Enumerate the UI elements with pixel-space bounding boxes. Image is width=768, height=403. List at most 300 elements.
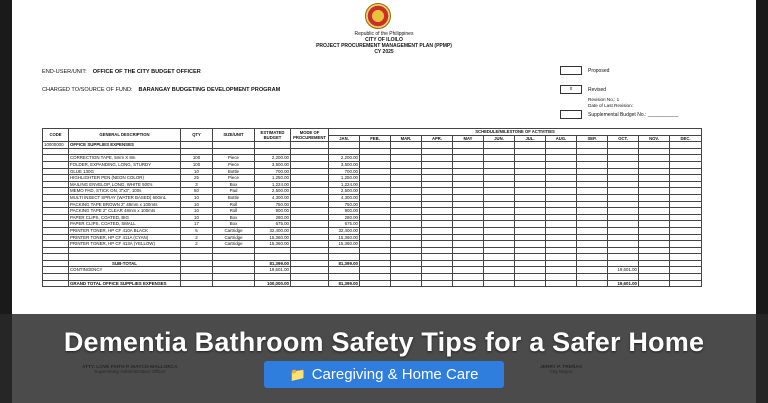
table-row bbox=[43, 234, 702, 241]
table-cell bbox=[670, 267, 702, 274]
col-description: GENERAL DESCRIPTION bbox=[69, 129, 181, 142]
table-cell bbox=[255, 148, 291, 155]
table-cell bbox=[546, 208, 577, 215]
table-cell bbox=[577, 142, 608, 149]
table-cell bbox=[577, 274, 608, 281]
table-cell bbox=[546, 168, 577, 175]
table-cell bbox=[577, 194, 608, 201]
table-cell bbox=[422, 260, 453, 267]
row-mode bbox=[291, 155, 329, 162]
row-description: PRINTER TONER, HP CF 410A BLACK bbox=[69, 227, 181, 234]
table-cell bbox=[484, 188, 515, 195]
row-jan: 32,400.00 bbox=[329, 227, 360, 234]
row-budget: 280.00 bbox=[255, 214, 291, 221]
table-cell bbox=[546, 214, 577, 221]
table-cell bbox=[360, 254, 391, 261]
table-cell bbox=[577, 208, 608, 215]
row-mode bbox=[291, 175, 329, 182]
table-cell bbox=[181, 267, 213, 274]
table-cell bbox=[484, 175, 515, 182]
row-budget: 700.00 bbox=[255, 168, 291, 175]
table-cell bbox=[291, 142, 329, 149]
table-cell bbox=[391, 214, 422, 221]
row-budget: 675.00 bbox=[255, 221, 291, 228]
section-title: OFFICE SUPPLIES EXPENSES bbox=[69, 142, 181, 149]
table-cell bbox=[515, 201, 546, 208]
subtotal-label: SUB-TOTAL bbox=[69, 260, 181, 267]
table-cell bbox=[546, 181, 577, 188]
table-cell bbox=[453, 221, 484, 228]
table-cell bbox=[608, 148, 639, 155]
table-cell bbox=[546, 274, 577, 281]
plan-year: CY 2025 bbox=[374, 49, 394, 55]
row-code bbox=[43, 234, 69, 241]
table-cell bbox=[484, 260, 515, 267]
table-cell bbox=[181, 260, 213, 267]
table-cell bbox=[546, 142, 577, 149]
row-qty: 100 bbox=[181, 161, 213, 168]
table-cell bbox=[577, 247, 608, 254]
table-cell bbox=[453, 175, 484, 182]
row-code bbox=[43, 161, 69, 168]
table-cell bbox=[670, 201, 702, 208]
col-schedule: SCHEDULE/MILESTONE OF ACTIVITIES bbox=[329, 129, 702, 136]
table-cell bbox=[422, 161, 453, 168]
row-qty: 3 bbox=[181, 181, 213, 188]
table-cell bbox=[329, 274, 360, 281]
col-estimated-budget: ESTIMATED BUDGET bbox=[255, 129, 291, 142]
table-cell bbox=[69, 247, 181, 254]
table-cell bbox=[329, 247, 360, 254]
row-qty: 10 bbox=[181, 214, 213, 221]
table-cell bbox=[670, 227, 702, 234]
category-badge[interactable] bbox=[264, 361, 504, 388]
contingency-budget: 19,601.00 bbox=[255, 267, 291, 274]
table-cell bbox=[639, 181, 670, 188]
table-cell bbox=[391, 181, 422, 188]
row-qty: 10 bbox=[181, 168, 213, 175]
table-cell bbox=[255, 247, 291, 254]
table-cell bbox=[181, 280, 213, 287]
month-header: JUN. bbox=[484, 135, 515, 142]
table-row bbox=[43, 155, 702, 162]
table-cell bbox=[181, 148, 213, 155]
table-cell bbox=[577, 234, 608, 241]
row-qty: 50 bbox=[181, 188, 213, 195]
table-cell bbox=[453, 188, 484, 195]
table-cell bbox=[639, 221, 670, 228]
table-cell bbox=[484, 280, 515, 287]
row-unit: Box bbox=[213, 221, 255, 228]
table-cell bbox=[577, 155, 608, 162]
table-cell bbox=[329, 267, 360, 274]
table-cell bbox=[422, 254, 453, 261]
table-cell bbox=[639, 280, 670, 287]
month-header: SEP. bbox=[577, 135, 608, 142]
row-code bbox=[43, 175, 69, 182]
table-cell bbox=[608, 175, 639, 182]
table-cell bbox=[422, 208, 453, 215]
row-budget: 2,200.00 bbox=[255, 155, 291, 162]
plan-title: PROJECT PROCUREMENT MANAGEMENT PLAN (PPMP) bbox=[316, 43, 452, 49]
table-cell bbox=[608, 254, 639, 261]
revised-label: Revised bbox=[588, 87, 607, 93]
table-cell bbox=[213, 267, 255, 274]
table-cell bbox=[360, 267, 391, 274]
table-cell bbox=[577, 280, 608, 287]
table-row bbox=[43, 194, 702, 201]
table-cell bbox=[360, 142, 391, 149]
republic-label: Republic of the Philippines bbox=[354, 31, 414, 37]
row-description: MULTI INSECT SPRAY (WATER BASED) 600mL bbox=[69, 194, 181, 201]
table-cell bbox=[639, 155, 670, 162]
table-cell bbox=[181, 254, 213, 261]
table-cell bbox=[453, 161, 484, 168]
table-cell bbox=[181, 247, 213, 254]
table-cell bbox=[360, 175, 391, 182]
table-cell bbox=[608, 181, 639, 188]
row-code bbox=[43, 214, 69, 221]
table-cell bbox=[422, 267, 453, 274]
row-jan: 4,300.00 bbox=[329, 194, 360, 201]
table-cell bbox=[639, 201, 670, 208]
table-cell bbox=[181, 274, 213, 281]
table-cell bbox=[422, 181, 453, 188]
row-jan: 900.00 bbox=[329, 208, 360, 215]
table-cell bbox=[213, 254, 255, 261]
row-description: PAPER CLIPS, COATED, BIG bbox=[69, 214, 181, 221]
row-description: PAPER CLIPS, COATED, SMALL bbox=[69, 221, 181, 228]
row-unit: Bottle bbox=[213, 168, 255, 175]
table-cell bbox=[484, 214, 515, 221]
table-cell bbox=[213, 260, 255, 267]
table-cell bbox=[608, 260, 639, 267]
ppmp-table bbox=[42, 128, 702, 287]
month-header: OCT. bbox=[608, 135, 639, 142]
table-cell bbox=[391, 155, 422, 162]
table-cell bbox=[515, 142, 546, 149]
grand-total-oct: 19,601.00 bbox=[608, 280, 639, 287]
table-row bbox=[43, 168, 702, 175]
table-cell bbox=[453, 260, 484, 267]
table-cell bbox=[670, 155, 702, 162]
table-cell bbox=[515, 175, 546, 182]
row-unit: Piece bbox=[213, 175, 255, 182]
table-cell bbox=[422, 148, 453, 155]
table-cell bbox=[422, 201, 453, 208]
row-code bbox=[43, 241, 69, 248]
table-cell bbox=[422, 155, 453, 162]
table-cell bbox=[69, 148, 181, 155]
table-cell bbox=[639, 168, 670, 175]
row-code bbox=[43, 201, 69, 208]
table-cell bbox=[422, 221, 453, 228]
table-cell bbox=[43, 280, 69, 287]
row-description: FOLDER, EXPANDING, LONG, STURDY bbox=[69, 161, 181, 168]
table-cell bbox=[577, 214, 608, 221]
row-mode bbox=[291, 181, 329, 188]
charged-row bbox=[42, 87, 280, 93]
table-cell bbox=[577, 161, 608, 168]
table-cell bbox=[484, 148, 515, 155]
row-jan: 1,250.00 bbox=[329, 175, 360, 182]
row-description: MEMO PAD, STICK ON, 3"x3", 100s bbox=[69, 188, 181, 195]
table-cell bbox=[453, 254, 484, 261]
table-cell bbox=[546, 227, 577, 234]
table-cell bbox=[670, 161, 702, 168]
table-cell bbox=[484, 168, 515, 175]
table-cell bbox=[391, 161, 422, 168]
table-cell bbox=[453, 227, 484, 234]
contingency-label: CONTINGENCY bbox=[69, 267, 181, 274]
table-cell bbox=[670, 274, 702, 281]
row-budget: 2,500.00 bbox=[255, 188, 291, 195]
col-size-unit: SIZE/UNIT bbox=[213, 129, 255, 142]
end-user-row bbox=[42, 69, 201, 75]
table-cell bbox=[546, 260, 577, 267]
table-cell bbox=[69, 254, 181, 261]
proposed-label: Proposed bbox=[588, 68, 610, 74]
table-cell bbox=[213, 274, 255, 281]
table-cell bbox=[608, 221, 639, 228]
table-cell bbox=[484, 142, 515, 149]
table-cell bbox=[484, 201, 515, 208]
charged-value: BARANGAY BUDGETING DEVELOPMENT PROGRAM bbox=[138, 87, 281, 93]
table-cell bbox=[577, 188, 608, 195]
table-cell bbox=[43, 274, 69, 281]
row-jan: 15,360.00 bbox=[329, 241, 360, 248]
row-jan: 15,360.00 bbox=[329, 234, 360, 241]
table-cell bbox=[329, 254, 360, 261]
table-cell bbox=[608, 161, 639, 168]
table-cell bbox=[453, 181, 484, 188]
table-cell bbox=[453, 155, 484, 162]
date-last-revision: Date of Last Revision: bbox=[588, 103, 633, 108]
table-cell bbox=[639, 188, 670, 195]
row-description: PACKING TAPE BROWN 2" 48mm x 100mts bbox=[69, 201, 181, 208]
row-budget: 4,300.00 bbox=[255, 194, 291, 201]
table-cell bbox=[515, 208, 546, 215]
table-cell bbox=[546, 241, 577, 248]
row-budget: 32,400.00 bbox=[255, 227, 291, 234]
table-row bbox=[43, 148, 702, 155]
table-cell bbox=[484, 221, 515, 228]
table-cell bbox=[577, 267, 608, 274]
table-cell bbox=[484, 227, 515, 234]
row-description: MAILING ENVELOP, LONG, WHITE 500's bbox=[69, 181, 181, 188]
table-cell bbox=[291, 247, 329, 254]
table-cell bbox=[608, 201, 639, 208]
table-cell bbox=[422, 241, 453, 248]
table-cell bbox=[515, 254, 546, 261]
row-qty: 25 bbox=[181, 175, 213, 182]
row-budget: 15,360.00 bbox=[255, 241, 291, 248]
table-cell bbox=[639, 254, 670, 261]
table-cell bbox=[577, 221, 608, 228]
table-cell bbox=[546, 234, 577, 241]
table-cell bbox=[546, 161, 577, 168]
table-cell bbox=[291, 148, 329, 155]
contingency-oct: 19,601.00 bbox=[608, 267, 639, 274]
table-cell bbox=[291, 274, 329, 281]
table-row bbox=[43, 274, 702, 281]
revised-checkbox: x bbox=[560, 85, 582, 94]
folder-icon: 📁 bbox=[289, 366, 306, 382]
col-code: CODE bbox=[43, 129, 69, 142]
table-cell bbox=[608, 155, 639, 162]
table-row bbox=[43, 208, 702, 215]
section-row bbox=[43, 142, 702, 149]
table-cell bbox=[391, 247, 422, 254]
table-cell bbox=[515, 234, 546, 241]
table-cell bbox=[515, 241, 546, 248]
table-cell bbox=[546, 254, 577, 261]
month-header: FEB. bbox=[360, 135, 391, 142]
table-cell bbox=[360, 155, 391, 162]
row-mode bbox=[291, 214, 329, 221]
table-row bbox=[43, 254, 702, 261]
table-cell bbox=[391, 254, 422, 261]
table-cell bbox=[422, 188, 453, 195]
table-cell bbox=[546, 188, 577, 195]
table-cell bbox=[360, 221, 391, 228]
table-row bbox=[43, 201, 702, 208]
city-seal-icon bbox=[365, 3, 391, 29]
table-cell bbox=[670, 234, 702, 241]
table-cell bbox=[515, 227, 546, 234]
table-cell bbox=[639, 161, 670, 168]
table-cell bbox=[213, 280, 255, 287]
row-budget: 1,250.00 bbox=[255, 175, 291, 182]
row-jan: 1,224.00 bbox=[329, 181, 360, 188]
table-cell bbox=[608, 227, 639, 234]
table-cell bbox=[515, 188, 546, 195]
col-qty: QTY bbox=[181, 129, 213, 142]
table-cell bbox=[453, 208, 484, 215]
table-cell bbox=[515, 214, 546, 221]
revision-no: Revision No.: 1 bbox=[588, 97, 620, 102]
row-budget: 1,224.00 bbox=[255, 181, 291, 188]
table-cell bbox=[360, 161, 391, 168]
table-cell bbox=[484, 155, 515, 162]
table-cell bbox=[391, 194, 422, 201]
table-row bbox=[43, 214, 702, 221]
table-cell bbox=[422, 234, 453, 241]
table-cell bbox=[546, 221, 577, 228]
table-cell bbox=[484, 161, 515, 168]
table-cell bbox=[670, 181, 702, 188]
row-qty: 2 bbox=[181, 241, 213, 248]
table-cell bbox=[577, 260, 608, 267]
row-mode bbox=[291, 241, 329, 248]
row-unit: Bottle bbox=[213, 194, 255, 201]
supplemental-label: Supplemental Budget No.: ___________ bbox=[588, 112, 679, 118]
table-cell bbox=[360, 188, 391, 195]
table-cell bbox=[43, 247, 69, 254]
row-code bbox=[43, 155, 69, 162]
table-cell bbox=[577, 227, 608, 234]
table-cell bbox=[391, 168, 422, 175]
table-cell bbox=[670, 241, 702, 248]
table-cell bbox=[360, 181, 391, 188]
table-cell bbox=[255, 274, 291, 281]
table-cell bbox=[484, 194, 515, 201]
table-cell bbox=[608, 274, 639, 281]
charged-label: CHARGED TO/SOURCE OF FUND: bbox=[42, 87, 133, 93]
table-cell bbox=[360, 194, 391, 201]
grand-total-row bbox=[43, 280, 702, 287]
table-cell bbox=[422, 227, 453, 234]
table-cell bbox=[422, 194, 453, 201]
table-cell bbox=[484, 181, 515, 188]
table-cell bbox=[453, 194, 484, 201]
table-cell bbox=[43, 267, 69, 274]
table-row bbox=[43, 175, 702, 182]
article-headline[interactable]: Dementia Bathroom Safety Tips for a Safer Home bbox=[63, 327, 705, 357]
table-cell bbox=[422, 247, 453, 254]
row-jan: 2,200.00 bbox=[329, 155, 360, 162]
row-unit: Box bbox=[213, 214, 255, 221]
row-jan: 750.00 bbox=[329, 201, 360, 208]
table-cell bbox=[639, 142, 670, 149]
table-cell bbox=[453, 247, 484, 254]
table-cell bbox=[181, 142, 213, 149]
row-code bbox=[43, 168, 69, 175]
row-qty: 2 bbox=[181, 234, 213, 241]
table-cell bbox=[391, 227, 422, 234]
table-cell bbox=[608, 168, 639, 175]
row-unit: Cartridge bbox=[213, 241, 255, 248]
table-cell bbox=[639, 148, 670, 155]
table-cell bbox=[670, 214, 702, 221]
row-code bbox=[43, 188, 69, 195]
row-jan: 3,500.00 bbox=[329, 161, 360, 168]
row-mode bbox=[291, 161, 329, 168]
row-mode bbox=[291, 208, 329, 215]
table-cell bbox=[391, 208, 422, 215]
table-cell bbox=[360, 168, 391, 175]
table-cell bbox=[43, 254, 69, 261]
table-cell bbox=[69, 274, 181, 281]
month-header: APR. bbox=[422, 135, 453, 142]
table-cell bbox=[329, 148, 360, 155]
table-cell bbox=[515, 148, 546, 155]
proposed-checkbox bbox=[560, 66, 582, 75]
table-cell bbox=[453, 280, 484, 287]
table-cell bbox=[360, 234, 391, 241]
table-cell bbox=[608, 247, 639, 254]
table-cell bbox=[515, 221, 546, 228]
table-cell bbox=[577, 254, 608, 261]
row-qty: 10 bbox=[181, 208, 213, 215]
table-cell bbox=[453, 267, 484, 274]
table-cell bbox=[670, 280, 702, 287]
table-cell bbox=[391, 280, 422, 287]
table-cell bbox=[360, 214, 391, 221]
table-cell bbox=[608, 214, 639, 221]
table-cell bbox=[515, 280, 546, 287]
table-cell bbox=[453, 214, 484, 221]
table-cell bbox=[515, 247, 546, 254]
table-cell bbox=[670, 260, 702, 267]
subtotal-row bbox=[43, 260, 702, 267]
table-cell bbox=[639, 260, 670, 267]
table-cell bbox=[608, 194, 639, 201]
row-mode bbox=[291, 168, 329, 175]
table-cell bbox=[255, 254, 291, 261]
table-row bbox=[43, 241, 702, 248]
table-cell bbox=[546, 148, 577, 155]
